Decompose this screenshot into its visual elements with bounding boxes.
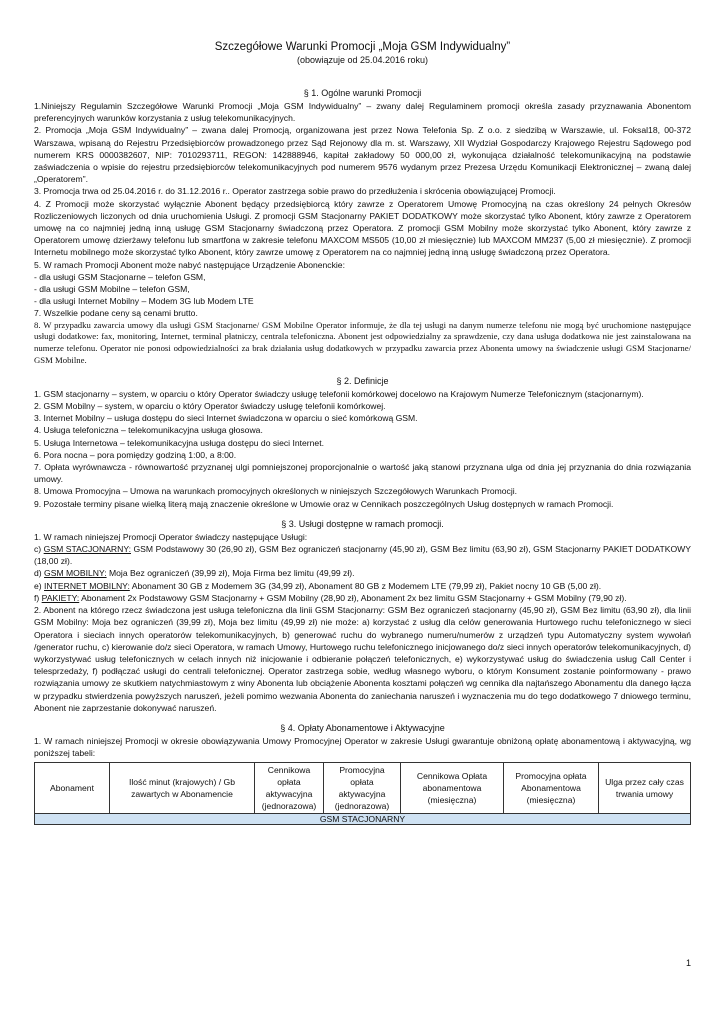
device-list-item: - dla usługi GSM Stacjonarne – telefon GSM, <box>34 271 206 282</box>
section-3-heading: § 3. Usługi dostępne w ramach promocji. <box>281 518 444 529</box>
service-label: PAKIETY: <box>41 592 80 603</box>
item-prefix: f) <box>34 592 42 603</box>
table-band-label: GSM STACJONARNY <box>35 814 691 825</box>
section-3-intro: 1. W ramach niniejszej Promocji Operator świadczy następujące Usługi: <box>34 531 308 542</box>
service-text: Abonament 30 GB z Modemem 3G (34,99 zł), Abonament 80 GB z Modemem LTE (79,99 zł), Pakiet nocny 10 GB (5,00 zł). <box>129 580 602 591</box>
device-list-item: - dla usługi Internet Mobilny – Modem 3G lub Modem LTE <box>34 296 254 307</box>
service-item-gsm-mobilny <box>34 567 691 579</box>
section-1-paragraph: 5. W ramach Promocji Abonent może nabyć następujące Urządzenie Abonenckie: <box>34 259 345 270</box>
definition-item: 7. Opłata wyrównawcza - równowartość przyznanej ulgi pomniejszonej proporcjonalnie o wartość jaką stanowi przyznana ulga od dnia jej przyznania do dnia rozwiązania umowy. <box>34 462 691 485</box>
service-item-pakiety <box>34 592 691 604</box>
definition-item: 2. GSM Mobilny – system, w oparciu o który Operator świadczy usługę telefonii komórkowej. <box>34 401 386 412</box>
section-1-paragraph: 4. Z Promocji może skorzystać wyłącznie Abonent będący przedsiębiorcą który zawrze z Operatorem Umowę Promocyjną na czas określony 24 pełnych Okresów Rozliczeniowych liczonych od dnia uruchomienia Usługi. Z promocji GSM Stacjonarny PAKIET DODATKOWY może skorzystać tylko Abonent, który zawrze z Operatorem umowę na co najmniej jedną inną usługę GSM Stacjonarny świadczoną przez Operatora. Z promocji GSM Mobilny może skorzystać tylko Abonent, który zawrze z Operatorem umowę dzierżawy telefonu lub smartfona w zakresie telefonu MAXCOM MS505 (10,00 zł miesięcznie) lub MAXCOM MM237 (5,00 zł miesięcznie). Z promocji Internetu mobilnego może skorzystać tylko Abonent, który zawrze umowę z Operatorem na co najmniej jedną inną usługę świadczoną przez Operatora. <box>34 198 691 258</box>
table-header-cell: Abonament <box>35 763 110 814</box>
service-label: INTERNET MOBILNY: <box>44 580 130 591</box>
section-4-heading: § 4. Opłaty Abonamentowe i Aktywacyjne <box>280 722 445 733</box>
fees-table <box>34 762 691 825</box>
document-title: Szczegółowe Warunki Promocji „Moja GSM Indywidualny” <box>214 41 511 53</box>
section-3-paragraph: 2. Abonent na którego rzecz świadczona jest usługa telefoniczna dla linii GSM Stacjonarny: GSM Bez ograniczeń stacjonarny (45,90 zł), GSM Bez limitu (63,90 zł), dla linii GSM Mobilny: Moja bez ograniczeń (39,99 zł), Moja bez limitu (49,99 zł) nie może: a) korzystać z usług dla celów generowania Hurtowego ruchu telefonicznego w sieci Operatora i sieciach innych operatorów telekomunikacyjnych, b) generować ruchu do wybranego numeru/numerów z urządzeń typu Automatyczny system wywołań /generator ruchu, c) kierowanie do/z sieci Operatora, w ramach Umowy, Hurtowego ruchu telefonicznego inicjowanego do/z sieci innych operatorów telekomunikacyjnych, d) wykorzystywać usług telefonicznych w celach innych niż inicjowanie i odbieranie połączeń telefonicznych, e) wykorzystywać usług do świadczenia usług Call Center i telesprzedaży, f) podłączać usługi do centrali telefonicznej. Operator zastrzega sobie, według własnego wyboru, o którym Konsument zostanie poinformowany - prawo rozwiązania umowy ze skutkiem natychmiastowym z winy Abonenta lub obciążenie Abonenta kosztami połączeń wg cennika dla najtańszego Abonamentu dla danego łącza w przypadku stwierdzenia powyższych naruszeń, jeżeli pomimo wezwania Abonenta do zaniechania naruszeń i wyznaczenia mu do tego dodatkowego 7 dniowego terminu, Abonent nie zaprzestanie dokonywać naruszeń. <box>34 605 691 713</box>
section-1-heading: § 1. Ogólne warunki Promocji <box>303 88 422 98</box>
table-band-row <box>35 814 691 825</box>
section-4-intro: 1. W ramach niniejszej Promocji w okresie obowiązywania Umowy Promocyjnej Operator w zakresie Usługi gwarantuje obniżoną opłatę abonamentową i aktywacyjną, wg poniższej tabeli: <box>34 735 691 759</box>
item-prefix: d) <box>34 568 45 579</box>
service-text: GSM Podstawowy 30 (26,90 zł), GSM Bez ograniczeń stacjonarny (45,90 zł), GSM Bez limitu (63,90 zł), GSM Stacjonarny PAKIET DODATKOWY (18,00 zł). <box>34 544 691 567</box>
service-item-internet-mobilny <box>34 580 691 592</box>
table-header-cell: Cennikowa opłata aktywacyjna (jednorazowa) <box>255 763 324 814</box>
service-item-gsm-stacjonarny <box>34 543 691 567</box>
section-2-heading: § 2. Definicje <box>336 375 389 386</box>
definition-item: 1. GSM stacjonarny – system, w oparciu o który Operator świadczy usługę telefonii komórkowej docelowo na Krajowym Numerze Telefonicznym (stacjonarnym). <box>34 388 644 399</box>
document-subtitle: (obowiązuje od 25.04.2016 roku) <box>296 55 429 65</box>
item-prefix: e) <box>34 580 45 591</box>
definition-item: 5. Usługa Internetowa – telekomunikacyjna usługa dostępu do sieci Internet. <box>34 437 324 448</box>
section-1-paragraph: 8. W przypadku zawarcia umowy dla usługi GSM Stacjonarne/ GSM Mobilne Operator informuje, że dla tej usługi na danym numerze telefonu nie mogą być uruchomione następujące usługi dodatkowe: fax, monitoring, Internet, terminal płatniczy, centrala telefoniczna. Abonent jest odpowiedzialny za sprawdzenie, czy dana usługa dodatkowa nie jest zainstalowana na numerze telefonu. Operator nie ponosi odpowiedzialności za brak działania usług dodatkowych w przypadku zawarcia przez Abonenta umowy na świadczenie usługi GSM Stacjonarne/ GSM Mobilne. <box>34 319 691 366</box>
definition-item: 3. Internet Mobilny – usługa dostępu do sieci Internet świadczona w oparciu o sieć komórkową GSM. <box>34 413 418 424</box>
table-header-row <box>35 763 691 814</box>
item-prefix: c) <box>34 544 44 555</box>
service-text: Abonament 2x Podstawowy GSM Stacjonarny + GSM Mobilny (28,90 zł), Abonament 2x bez limitu GSM Stacjonarny + GSM Mobilny (79,90 zł). <box>79 592 627 603</box>
document-body <box>34 40 691 825</box>
service-text: Moja Bez ograniczeń (39,99 zł), Moja Firma bez limitu (49,99 zł). <box>106 568 355 579</box>
page-number: 1 <box>685 958 691 968</box>
table-header-cell: Promocyjna opłata aktywacyjna (jednorazowa) <box>324 763 401 814</box>
table-header-cell: Ulga przez cały czas trwania umowy <box>599 763 691 814</box>
device-list-item: - dla usługi GSM Mobilne – telefon GSM, <box>34 284 190 295</box>
table-header-cell: Cennikowa Opłata abonamentowa (miesięczna) <box>401 763 504 814</box>
definition-item: 8. Umowa Promocyjna – Umowa na warunkach promocyjnych określonych w niniejszych Szczegółowych Warunkach Promocji. <box>34 486 518 497</box>
table-header-cell: Promocyjna opłata Abonamentowa (miesięczna) <box>504 763 599 814</box>
definition-item: 6. Pora nocna – pora pomiędzy godziną 1:00, a 8:00. <box>34 449 237 460</box>
section-1-paragraph: 2. Promocja „Moja GSM Indywidualny” – zwana dalej Promocją, organizowana jest przez Nowa Telefonia Sp. Z o.o. z siedzibą w Warszawie, ul. Foksal18, 00-372 Warszawa, wpisaną do Rejestru Przedsiębiorców prowadzonego przez Sąd Rejonowy dla m. st. Warszawy, XII Wydział Gospodarczy Krajowego Rejestru Sądowego pod numerem KRS 0000382607, NIP: 7010293711, REGON: 142888946, kapitał zakładowy 50 000,00 zł, wykonująca działalność telekomunikacyjną na podstawie zaświadczenia o wpisie do rejestru przedsiębiorców telekomunikacyjnych pod numerem 9576 wydanym przez Prezesa Urzędu Komunikacji Elektronicznej – zwaną dalej „Operatorem”. <box>34 125 691 185</box>
service-label: GSM STACJONARNY: <box>43 544 131 555</box>
section-1-paragraph: 7. Wszelkie podane ceny są cenami brutto. <box>34 308 198 319</box>
definition-item: 4. Usługa telefoniczna – telekomunikacyjna usługa głosowa. <box>34 425 263 436</box>
table-header-cell: Ilość minut (krajowych) / Gb zawartych w Abonamencie <box>110 763 255 814</box>
section-1-paragraph: 1.Niniejszy Regulamin Szczegółowe Warunki Promocji „Moja GSM Indywidualny” – zwany dalej Regulaminem promocji określa zasady przyznawania Abonentom preferencyjnych warunków korzystania z usług telekomunikacyjnych. <box>34 101 691 124</box>
service-label: GSM MOBILNY: <box>44 568 107 579</box>
section-1-paragraph: 3. Promocja trwa od 25.04.2016 r. do 31.12.2016 r.. Operator zastrzega sobie prawo do przedłużenia i skrócenia obowiązującej Promocji. <box>34 186 556 197</box>
definition-item: 9. Pozostałe terminy pisane wielką literą mają znaczenie określone w Umowie oraz w Cennikach poszczególnych Usług dostępnych w ramach Promocji. <box>34 498 614 509</box>
